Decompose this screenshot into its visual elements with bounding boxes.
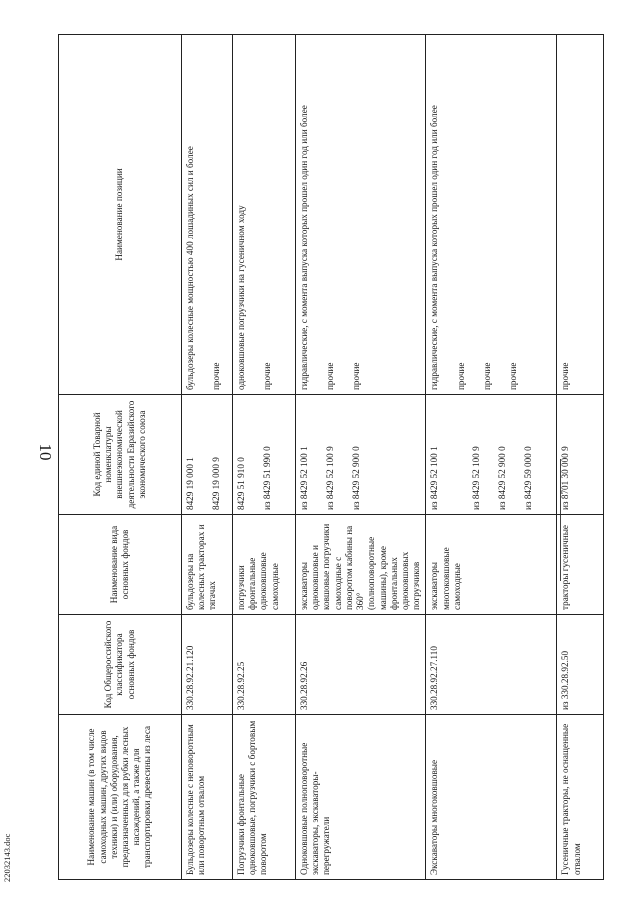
cell-machine: Одноковшовые полноповоротные экскаваторы, экскаваторы-перегружатели	[296, 715, 426, 880]
code-line: из 8429 51 990 0	[262, 446, 273, 510]
cell-positions	[182, 35, 233, 395]
code-line: из 8429 52 100 1	[299, 446, 309, 510]
position-line: прочие	[560, 362, 571, 390]
cell-positions	[296, 35, 426, 395]
code-line: из 8429 59 000 0	[523, 446, 534, 510]
code-line: 8429 51 910 0	[236, 457, 246, 510]
cell-kind: бульдозеры на колесных тракторах и тягачах	[182, 515, 233, 615]
cell-machine: Гусеничные тракторы, не оснащенные отвалом	[557, 715, 604, 880]
position-line: прочие	[481, 362, 492, 390]
cell-kind: экскаваторы одноковшовые и ковшовые погрузчики самоходные с поворотом кабины на 360° (полноповоротные машины), кроме фронтальных одноковшовых погрузчиков	[296, 515, 426, 615]
cell-machine: Экскаваторы многоковшовые	[426, 715, 557, 880]
position-line: прочие	[211, 362, 222, 390]
table-header-row	[59, 35, 182, 880]
table-row	[233, 35, 296, 880]
table-row	[557, 35, 604, 880]
cell-okof: 330.28.92.25	[233, 615, 296, 715]
cell-kind: тракторы гусеничные	[557, 515, 604, 615]
cell-machine: Бульдозеры колесные с неповоротным или поворотным отвалом	[182, 715, 233, 880]
table-row	[296, 35, 426, 880]
header-machine-name: Наименование машин (в том числе самоходных машин, других видов техники) и (или) оборудования, предназначенных для рубки лесных насаждений, а также для транспортировки древесины из леса	[59, 715, 182, 880]
position-line: одноковшовые погрузчики на гусеничном ходу	[236, 205, 246, 390]
cell-codes	[296, 395, 426, 515]
cell-codes	[233, 395, 296, 515]
cell-okof: 330.28.92.21.120	[182, 615, 233, 715]
header-tnved-code: Код единой Товарной номенклатуры внешнеэкономической деятельности Евразийского экономического союза	[59, 395, 182, 515]
machinery-table	[58, 34, 604, 880]
page-number: 10	[36, 443, 55, 461]
code-line: 8429 19 000 1	[185, 457, 195, 510]
cell-okof: из 330.28.92.50	[557, 615, 604, 715]
cell-codes	[182, 395, 233, 515]
code-line: из 8429 52 100 9	[325, 446, 336, 510]
cell-codes	[557, 395, 604, 515]
code-line: из 8429 52 100 9	[470, 446, 481, 510]
header-asset-kind: Наименование вида основных фондов	[59, 515, 182, 615]
position-line: прочие	[262, 362, 273, 390]
rotated-table-container	[58, 35, 582, 880]
cell-positions	[426, 35, 557, 395]
position-line: прочие	[351, 362, 362, 390]
position-line: гидравлические, с момента выпуска которых прошел один год или более	[429, 105, 440, 390]
position-line: прочие	[455, 362, 466, 390]
code-line: из 8429 52 100 1	[429, 446, 440, 510]
cell-kind: погрузчики фронтальные одноковшовые самоходные	[233, 515, 296, 615]
header-position-name: Наименование позиции	[59, 35, 182, 395]
cell-machine: Погрузчики фронтальные одноковшовые, погрузчики с бортовым поворотом	[233, 715, 296, 880]
table-row	[426, 35, 557, 880]
table-row	[182, 35, 233, 880]
cell-codes	[426, 395, 557, 515]
position-line: прочие	[508, 362, 519, 390]
code-line: из 8701 30 000 9	[560, 446, 571, 510]
position-line: гидравлические, с момента выпуска которых прошел один год или более	[299, 105, 309, 390]
cell-positions	[233, 35, 296, 395]
footer-filename: 22032143.doc	[2, 833, 12, 882]
position-line: прочие	[325, 362, 336, 390]
cell-okof: 330.28.92.27.110	[426, 615, 557, 715]
header-okof-code: Код Общероссийского классификатора основных фондов	[59, 615, 182, 715]
cell-kind: экскаваторы многоковшовые самоходные	[426, 515, 557, 615]
cell-okof: 330.28.92.26	[296, 615, 426, 715]
code-line: из 8429 52 900 0	[351, 446, 362, 510]
position-line: бульдозеры колесные мощностью 400 лошадиных сил и более	[185, 146, 195, 390]
cell-positions	[557, 35, 604, 395]
code-line: из 8429 52 900 0	[496, 446, 507, 510]
code-line: 8429 19 000 9	[211, 457, 222, 510]
